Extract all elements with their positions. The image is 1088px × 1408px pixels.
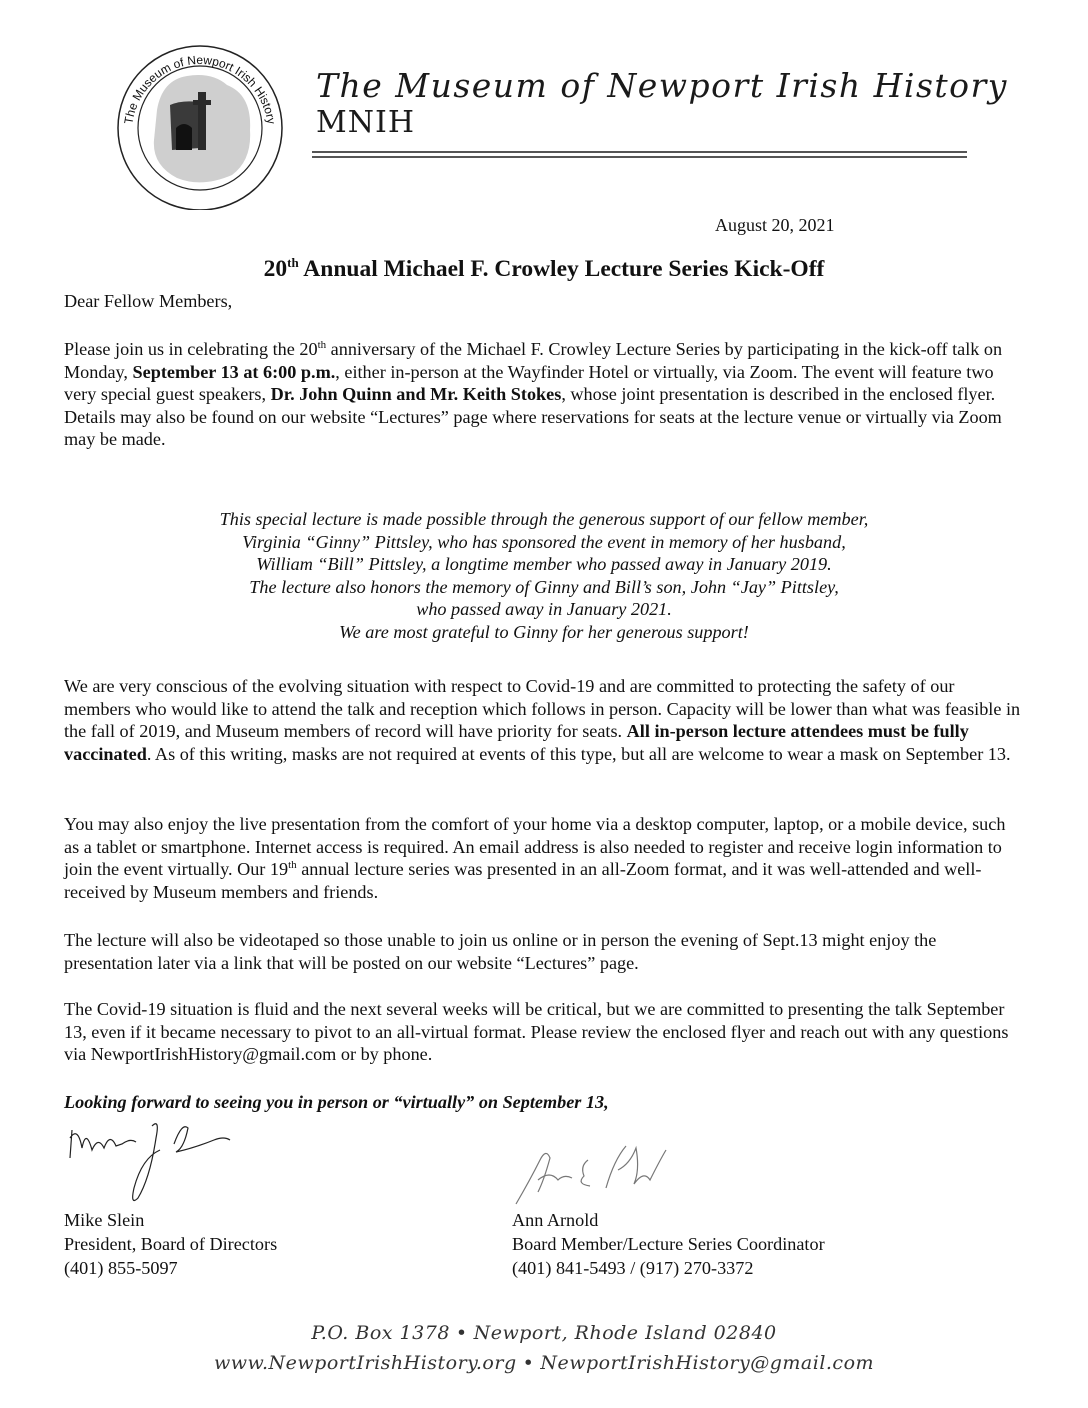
speaker-names: Dr. John Quinn and Mr. Keith Stokes xyxy=(270,384,562,405)
text: . As of this writing, masks are not required at events of this type, but all are welcome to wear a mask on September 13. xyxy=(146,743,1011,764)
text: anniversary of the Michael F. Crowley Lecture Series by participating in the kick-off talk on Monday, xyxy=(64,339,1003,382)
signature-graphic xyxy=(64,1118,244,1208)
tribute-block xyxy=(0,508,1088,644)
event-datetime: September 13 at 6:00 p.m. xyxy=(132,361,336,382)
tribute-line: The lecture also honors the memory of Ginny and Bill’s son, John “Jay” Pittsley, xyxy=(249,576,839,597)
signer-block xyxy=(64,1208,277,1280)
signer-phone: (401) 855-5097 xyxy=(64,1258,178,1278)
signer-phone: (401) 841-5493 / (917) 270-3372 xyxy=(512,1258,754,1278)
email-link[interactable]: NewportIrishHistory@gmail.com xyxy=(540,1352,875,1374)
bullet-separator: • xyxy=(455,1322,468,1344)
signer-block xyxy=(512,1208,825,1280)
signer-name: Ann Arnold xyxy=(512,1210,599,1230)
ordinal-suffix: th xyxy=(288,859,297,872)
signer-title: President, Board of Directors xyxy=(64,1234,278,1254)
museum-seal-logo xyxy=(102,40,298,210)
closing-line: Looking forward to seeing you in person or “virtually” on September 13, xyxy=(64,1092,609,1112)
signature-graphic xyxy=(510,1140,690,1210)
heading-number: 20 xyxy=(263,256,288,282)
text: Please join us in celebrating the 20 xyxy=(64,339,318,359)
footer-address xyxy=(0,1322,1088,1344)
text: We are very conscious of the evolving situation with respect to Covid-19 and are committed to protecting the safety of our members who would like to attend the talk and reception which follows in person. Capacity will be lower than what was feasible in the fall of 2019, and Museum members of record will have priority for seats. xyxy=(64,676,1021,742)
heading-suffix: th xyxy=(287,255,299,270)
signature-ann-arnold xyxy=(510,1140,690,1210)
heading-text: Annual Michael F. Crowley Lecture Series Kick-Off xyxy=(303,256,825,282)
city: Newport, Rhode Island 02840 xyxy=(473,1322,777,1344)
bullet-separator: • xyxy=(522,1352,535,1374)
paragraph-virtual xyxy=(64,813,1024,903)
paragraph-invitation xyxy=(64,338,1024,451)
svg-text:The Museum of Newport Irish Hi: The Museum of Newport Irish History xyxy=(121,52,279,126)
signer-name: Mike Slein xyxy=(64,1210,145,1230)
greeting: Dear Fellow Members, xyxy=(64,291,233,311)
tribute-line: We are most grateful to Ginny for her generous support! xyxy=(339,621,749,642)
tribute-line: William “Bill” Pittsley, a longtime member who passed away in January 2019. xyxy=(256,554,832,575)
paragraph-covid xyxy=(64,675,1024,765)
text: annual lecture series was presented in an all-Zoom format, and it was well-attended and well-received by Museum members and friends. xyxy=(64,859,982,902)
letter-heading xyxy=(0,255,1088,283)
website-link[interactable]: www.NewportIrishHistory.org xyxy=(213,1352,517,1374)
footer-contact xyxy=(0,1352,1088,1374)
text: You may also enjoy the live presentation from the comfort of your home via a desktop computer, laptop, or a mobile device, such as a tablet or smartphone. Internet access is required. An email address is also needed to register and receive login information to join the event virtually. Our 19 xyxy=(64,814,1006,880)
vaccination-requirement: All in-person lecture attendees must be fully vaccinated xyxy=(64,721,969,764)
letterhead-rule xyxy=(312,156,967,158)
seal-graphic xyxy=(102,40,298,210)
ordinal-suffix: th xyxy=(317,339,327,351)
paragraph-fluid-situation: The Covid-19 situation is fluid and the next several weeks will be critical, but we are committed to presenting the talk September 13, even if it became necessary to pivot to an all-virtual format. Please review the enclosed flyer and reach out with any questions via NewportIrishHistory@gmail.com or by phone. xyxy=(64,999,1009,1065)
po-box: P.O. Box 1378 xyxy=(311,1322,450,1344)
text: , either in-person at the Wayfinder Hotel or virtually, via Zoom. The event will feature two very special guest speakers, xyxy=(64,361,994,405)
tribute-line: This special lecture is made possible through the generous support of our fellow member, xyxy=(219,509,869,529)
letterhead-title: The Museum of Newport Irish History xyxy=(316,66,1008,105)
signature-mike-slein xyxy=(64,1118,244,1208)
letterhead-abbreviation: MNIH xyxy=(316,105,415,140)
letterhead-rule xyxy=(312,151,967,153)
signer-title: Board Member/Lecture Series Coordinator xyxy=(512,1234,825,1254)
letter-date: August 20, 2021 xyxy=(715,215,835,235)
tribute-line: Virginia “Ginny” Pittsley, who has sponsored the event in memory of her husband, xyxy=(242,531,846,552)
tribute-line: who passed away in January 2021. xyxy=(416,599,672,620)
text: , whose joint presentation is described in the enclosed flyer. Details may also be found on our website “Lectures” page where reservations for seats at the lecture venue or virtually via Zoom may be made. xyxy=(64,384,1002,450)
paragraph-videotape: The lecture will also be videotaped so those unable to join us online or in person the evening of Sept.13 might enjoy the presentation later via a link that will be posted on our website “Lectures” page. xyxy=(64,930,937,973)
